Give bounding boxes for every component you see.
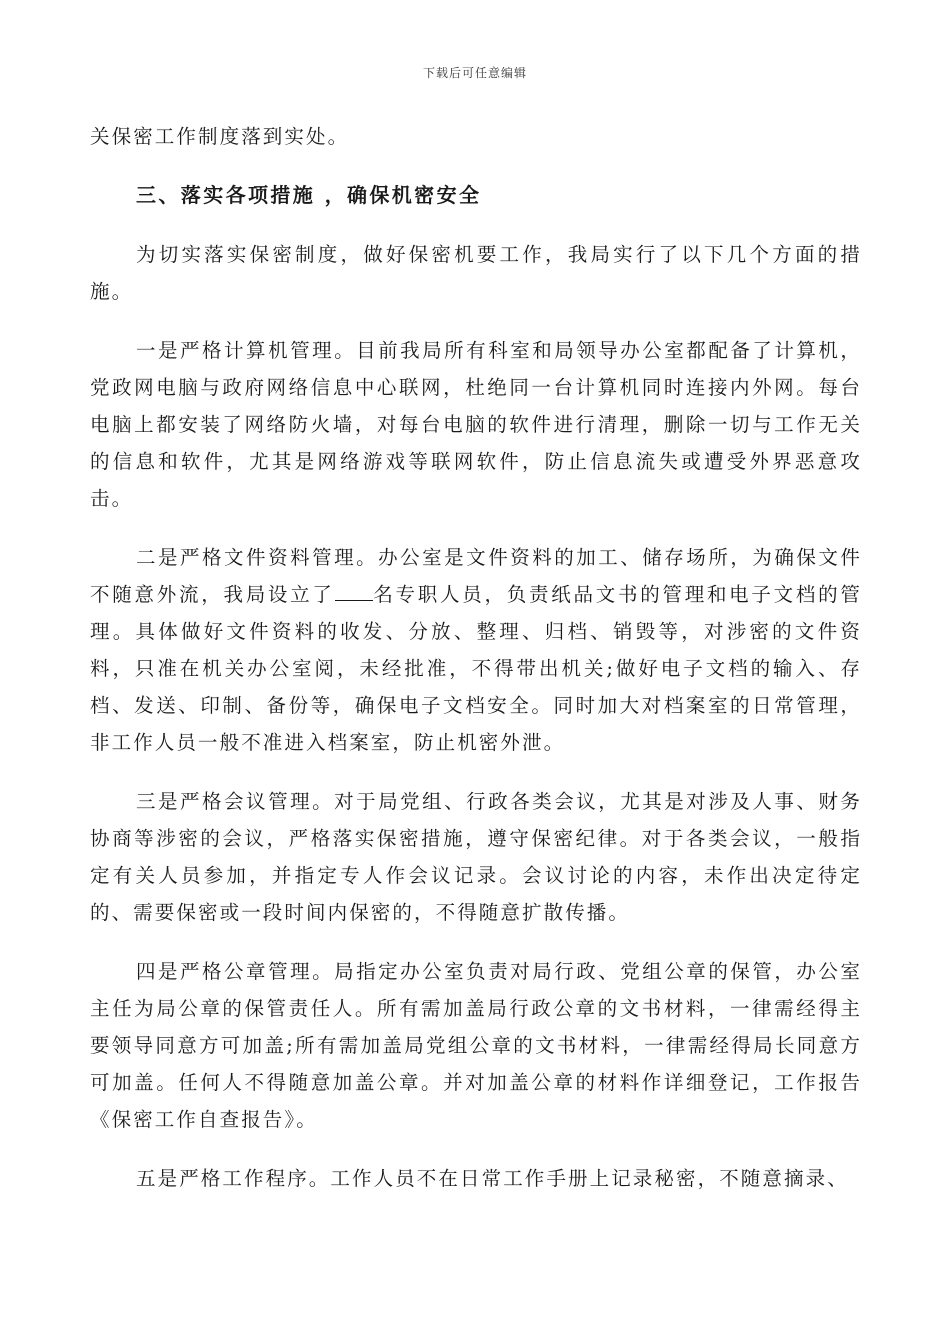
paragraph-seal-management: 四是严格公章管理。局指定办公室负责对局行政、党组公章的保管，办公室主任为局公章的保管责任人。所有需加盖局行政公章的文书材料，一律需经得主要领导同意方可加盖;所有需加盖局党组公章的文书材料，一律需经得局长同意方可加盖。任何人不得随意加盖公章。并对加盖公章的材料作详细登记，工作报告《保密工作自查报告》。	[90, 960, 862, 1131]
paragraph-work-procedure: 五是严格工作程序。工作人员不在日常工作手册上记录秘密，不随意摘录、	[136, 1167, 849, 1190]
paragraph-document-management-part1: 二是严格文件资料管理。办公室是文件资料的加工、储存场所，为确保文件不随意外流，我局设立了	[90, 546, 862, 606]
paragraph-computer-management: 一是严格计算机管理。目前我局所有科室和局领导办公室都配备了计算机，党政网电脑与政府网络信息中心联网，杜绝同一台计算机同时连接内外网。每台电脑上都安装了网络防火墙，对每台电脑的软件进行清理，删除一切与工作无关的信息和软件，尤其是网络游戏等联网软件，防止信息流失或遭受外界恶意攻击。	[90, 339, 862, 510]
page-header: 下载后可任意编辑	[422, 66, 527, 80]
paragraph-document-management	[90, 539, 862, 761]
paragraph-intro: 为切实落实保密制度，做好保密机要工作，我局实行了以下几个方面的措施。	[90, 243, 862, 303]
paragraph-meeting-management: 三是严格会议管理。对于局党组、行政各类会议，尤其是对涉及人事、财务协商等涉密的会议，严格落实保密措施，遵守保密纪律。对于各类会议，一般指定有关人员参加，并指定专人作会议记录。会议讨论的内容，未作出决定待定的、需要保密或一段时间内保密的，不得随意扩散传播。	[90, 790, 862, 924]
paragraph-document-management-part2: 名专职人员，负责纸品文书的管理和电子文档的管理。具体做好文件资料的收发、分放、整理、归档、销毁等，对涉密的文件资料，只准在机关办公室阅，未经批准，不得带出机关;做好电子文档的输入、存档、发送、印制、备份等，确保电子文档安全。同时加大对档案室的日常管理，非工作人员一般不准进入档案室，防止机密外泄。	[90, 583, 862, 754]
section-heading: 三、落实各项措施 ，确保机密安全	[136, 183, 482, 207]
fill-in-blank	[335, 582, 373, 601]
paragraph-continuation: 关保密工作制度落到实处。	[90, 125, 350, 148]
document-body	[90, 118, 862, 1219]
